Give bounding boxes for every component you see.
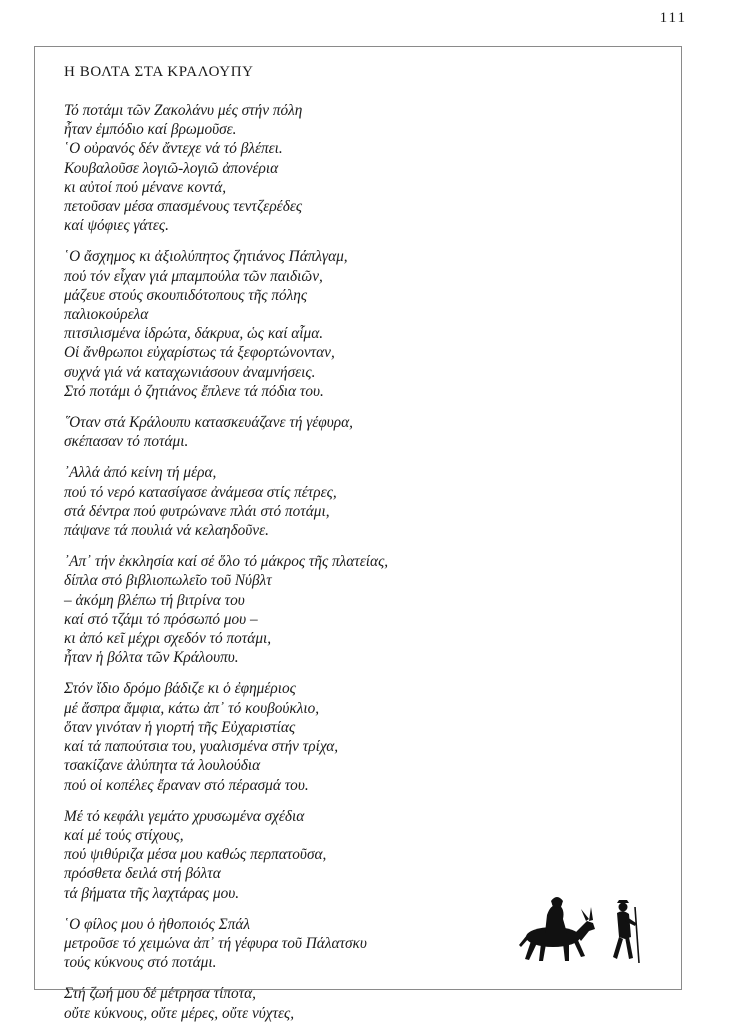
poem-line: ῾Ο ἄσχημος κι ἀξιολύπητος ζητιάνος Πάπλγαμ, (64, 248, 348, 266)
poem-line: πάψανε τά πουλιά νά κελαηδοῦνε. (64, 522, 269, 540)
poem-line: καί στό τζάμι τό πρόσωπό μου – (64, 610, 258, 628)
stanza (64, 679, 664, 794)
poem-line: ἦταν ἐμπόδιο καί βρωμοῦσε. (64, 121, 237, 139)
poem-line: οὔτε κύκνους, οὔτε μέρες, οὔτε νύχτες, (64, 1004, 295, 1022)
poem-line: πού τόν εἶχαν γιά μπαμπούλα τῶν παιδιῶν, (64, 267, 323, 285)
poem-line: Οἱ ἄνθρωποι εὐχαρίστως τά ξεφορτώνονταν, (64, 344, 335, 362)
poem-line: στά δέντρα πού φυτρώνανε πλάι στό ποτάμι, (64, 502, 330, 520)
poem-line: Τό ποτάμι τῶν Ζακολάνυ μές στήν πόλη (64, 102, 303, 119)
poem-line: τούς κύκνους στό ποτάμι. (64, 954, 217, 972)
poem-line: Στόν ἴδιο δρόμο βάδιζε κι ὁ ἐφημέριος (64, 680, 296, 698)
poem-line: Μέ τό κεφάλι γεμάτο χρυσωμένα σχέδια (64, 807, 305, 825)
page-number: 111 (659, 10, 687, 26)
poem-line: ὅταν γινόταν ἡ γιορτή τῆς Εὐχαριστίας (64, 718, 296, 736)
poem-line: συχνά γιά νά καταχωνιάσουν ἀναμνήσεις. (64, 363, 316, 381)
poem-line: ᾿Αλλά ἀπό κείνη τή μέρα, (64, 464, 217, 482)
poem-line: κι ἀπό κεῖ μέχρι σχεδόν τό ποτάμι, (64, 630, 272, 648)
poem-line: πού ψιθύριζα μέσα μου καθώς περπατοῦσα, (64, 846, 327, 864)
poem-line: σκέπασαν τό ποτάμι. (64, 433, 189, 451)
poem-line: ᾿Απ᾿ τήν ἐκκλησία καί σέ ὅλο τό μάκρος τῆς πλατείας, (64, 553, 389, 571)
stanza (64, 463, 664, 540)
poem-line: μάζευε στούς σκουπιδότοπους τῆς πόλης (64, 286, 308, 304)
donkey-rider-and-walker-silhouette-icon (515, 893, 648, 971)
poem-line: τσακίζανε ἀλύπητα τά λουλούδια (64, 757, 261, 775)
poem-line: παλιοκούρελα (64, 306, 149, 324)
poem-line: μέ ἄσπρα ἄμφια, κάτω ἀπ᾿ τό κουβούκλιο, (64, 699, 320, 717)
stanza (64, 247, 664, 401)
poem-line: Κουβαλοῦσε λογιῶ-λογιῶ ἀπονέρια (64, 159, 279, 177)
poem-line: πού οἱ κοπέλες ἔραναν στό πέρασμά του. (64, 776, 309, 794)
poem-title: Η ΒΟΛΤΑ ΣΤΑ ΚΡΑΛΟΥΠΥ (64, 64, 254, 80)
stanza (64, 552, 664, 667)
poem-line: πετοῦσαν μέσα σπασμένους τεντζερέδες (64, 198, 303, 216)
poem-line: ῾Ο οὐρανός δέν ἄντεχε νά τό βλέπει. (64, 140, 283, 158)
stanza (64, 413, 664, 451)
poem-line: ῞Οταν στά Κράλουπυ κατασκευάζανε τή γέφυρα, (64, 414, 353, 432)
stanza (64, 984, 664, 1022)
stanza (64, 101, 664, 235)
poem-line: πού τό νερό κατασίγασε ἀνάμεσα στίς πέτρες, (64, 483, 337, 501)
stanza (64, 807, 664, 903)
poem-line: Στή ζωή μου δέ μέτρησα τίποτα, (64, 985, 256, 1003)
poem-line: κι αὐτοί πού μένανε κοντά, (64, 178, 227, 196)
poem-line: τά βήματα τῆς λαχτάρας μου. (64, 884, 240, 902)
poem-line: καί μέ τούς στίχους, (64, 826, 184, 844)
poem-line: πιτσιλισμένα ἱδρώτα, δάκρυα, ὡς καί αἷμα. (64, 325, 324, 343)
poem-line: καί τά παπούτσια του, γυαλισμένα στήν τρίχα, (64, 738, 339, 756)
poem-line: μετροῦσε τό χειμώνα ἀπ᾿ τή γέφυρα τοῦ Πάλατσκυ (64, 934, 367, 952)
poem-line: – ἀκόμη βλέπω τή βιτρίνα του (64, 591, 245, 609)
poem-line: ἦταν ἡ βόλτα τῶν Κράλουπυ. (64, 649, 239, 667)
poem-line: ῾Ο φίλος μου ὁ ἠθοποιός Σπάλ (64, 915, 251, 933)
poem-line: δίπλα στό βιβλιοπωλεῖο τοῦ Νύβλτ (64, 572, 272, 590)
poem-line: καί ψόφιες γάτες. (64, 217, 169, 235)
poem-line: Στό ποτάμι ὁ ζητιάνος ἔπλενε τά πόδια του. (64, 382, 324, 400)
poem-line: πρόσθετα δειλά στή βόλτα (64, 865, 221, 883)
